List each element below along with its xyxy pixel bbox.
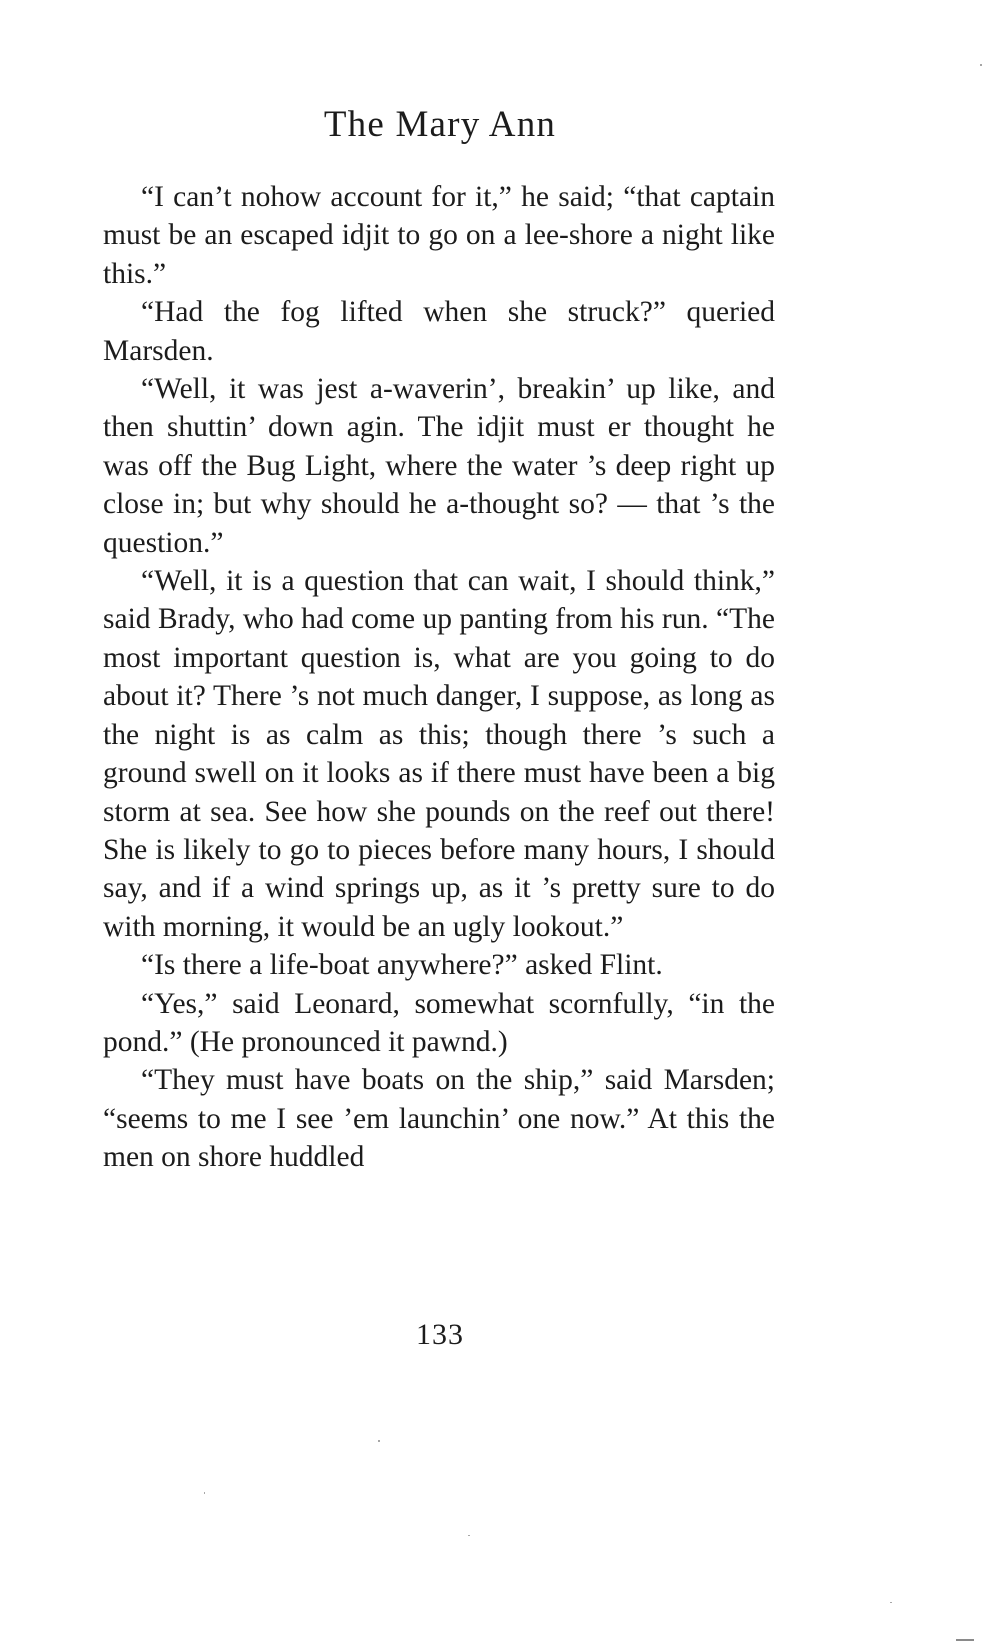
running-head: The Mary Ann: [323, 104, 557, 145]
scan-speck: [890, 1602, 892, 1603]
paragraph-7: “They must have boats on the ship,” said Marsden; “seems to me I see ’em launchin’ one now.” At this the men on shore huddled: [103, 1064, 775, 1174]
paragraph-1: “I can’t nohow account for it,” he said; “that captain must be an escaped idjit to go on a lee-shore a night like this.”: [103, 181, 775, 290]
scan-speck: [980, 64, 982, 66]
paragraph-4: “Well, it is a question that can wait, I should think,” said Brady, who had come up panting from his run. “The most important question is, what are you going to do about it? There ’s not much danger, I suppose, as long as the night is as calm as this; though there ’s such a ground swell on it looks as if there must have been a big storm at sea. See how she pounds on the reef out there! She is likely to go to pieces before many hours, I should say, and if a wind springs up, as it ’s pretty sure to do with morning, it would be an ugly lookout.”: [103, 565, 775, 943]
scan-speck: [378, 1440, 380, 1442]
paragraph-6: “Yes,” said Leonard, somewhat scornfully, “in the pond.” (He pronounced it pawnd.): [103, 987, 775, 1058]
page-number: 133: [416, 1318, 464, 1351]
paragraph-3: “Well, it was jest a-waverin’, breakin’ up like, and then shuttin’ down agin. The idjit must er thought he was off the Bug Light, where the water ’s deep right up close in; but why should he a-thought so? — that ’s the question.”: [103, 373, 775, 559]
paragraph-5: “Is there a life-boat anywhere?” asked Flint.: [141, 949, 663, 982]
scan-speck: [956, 1639, 974, 1641]
scan-speck: [204, 1492, 205, 1494]
scan-speck: [468, 1535, 470, 1536]
body-text: [103, 178, 775, 1177]
paragraph-2: “Had the fog lifted when she struck?” queried Marsden.: [103, 296, 775, 367]
